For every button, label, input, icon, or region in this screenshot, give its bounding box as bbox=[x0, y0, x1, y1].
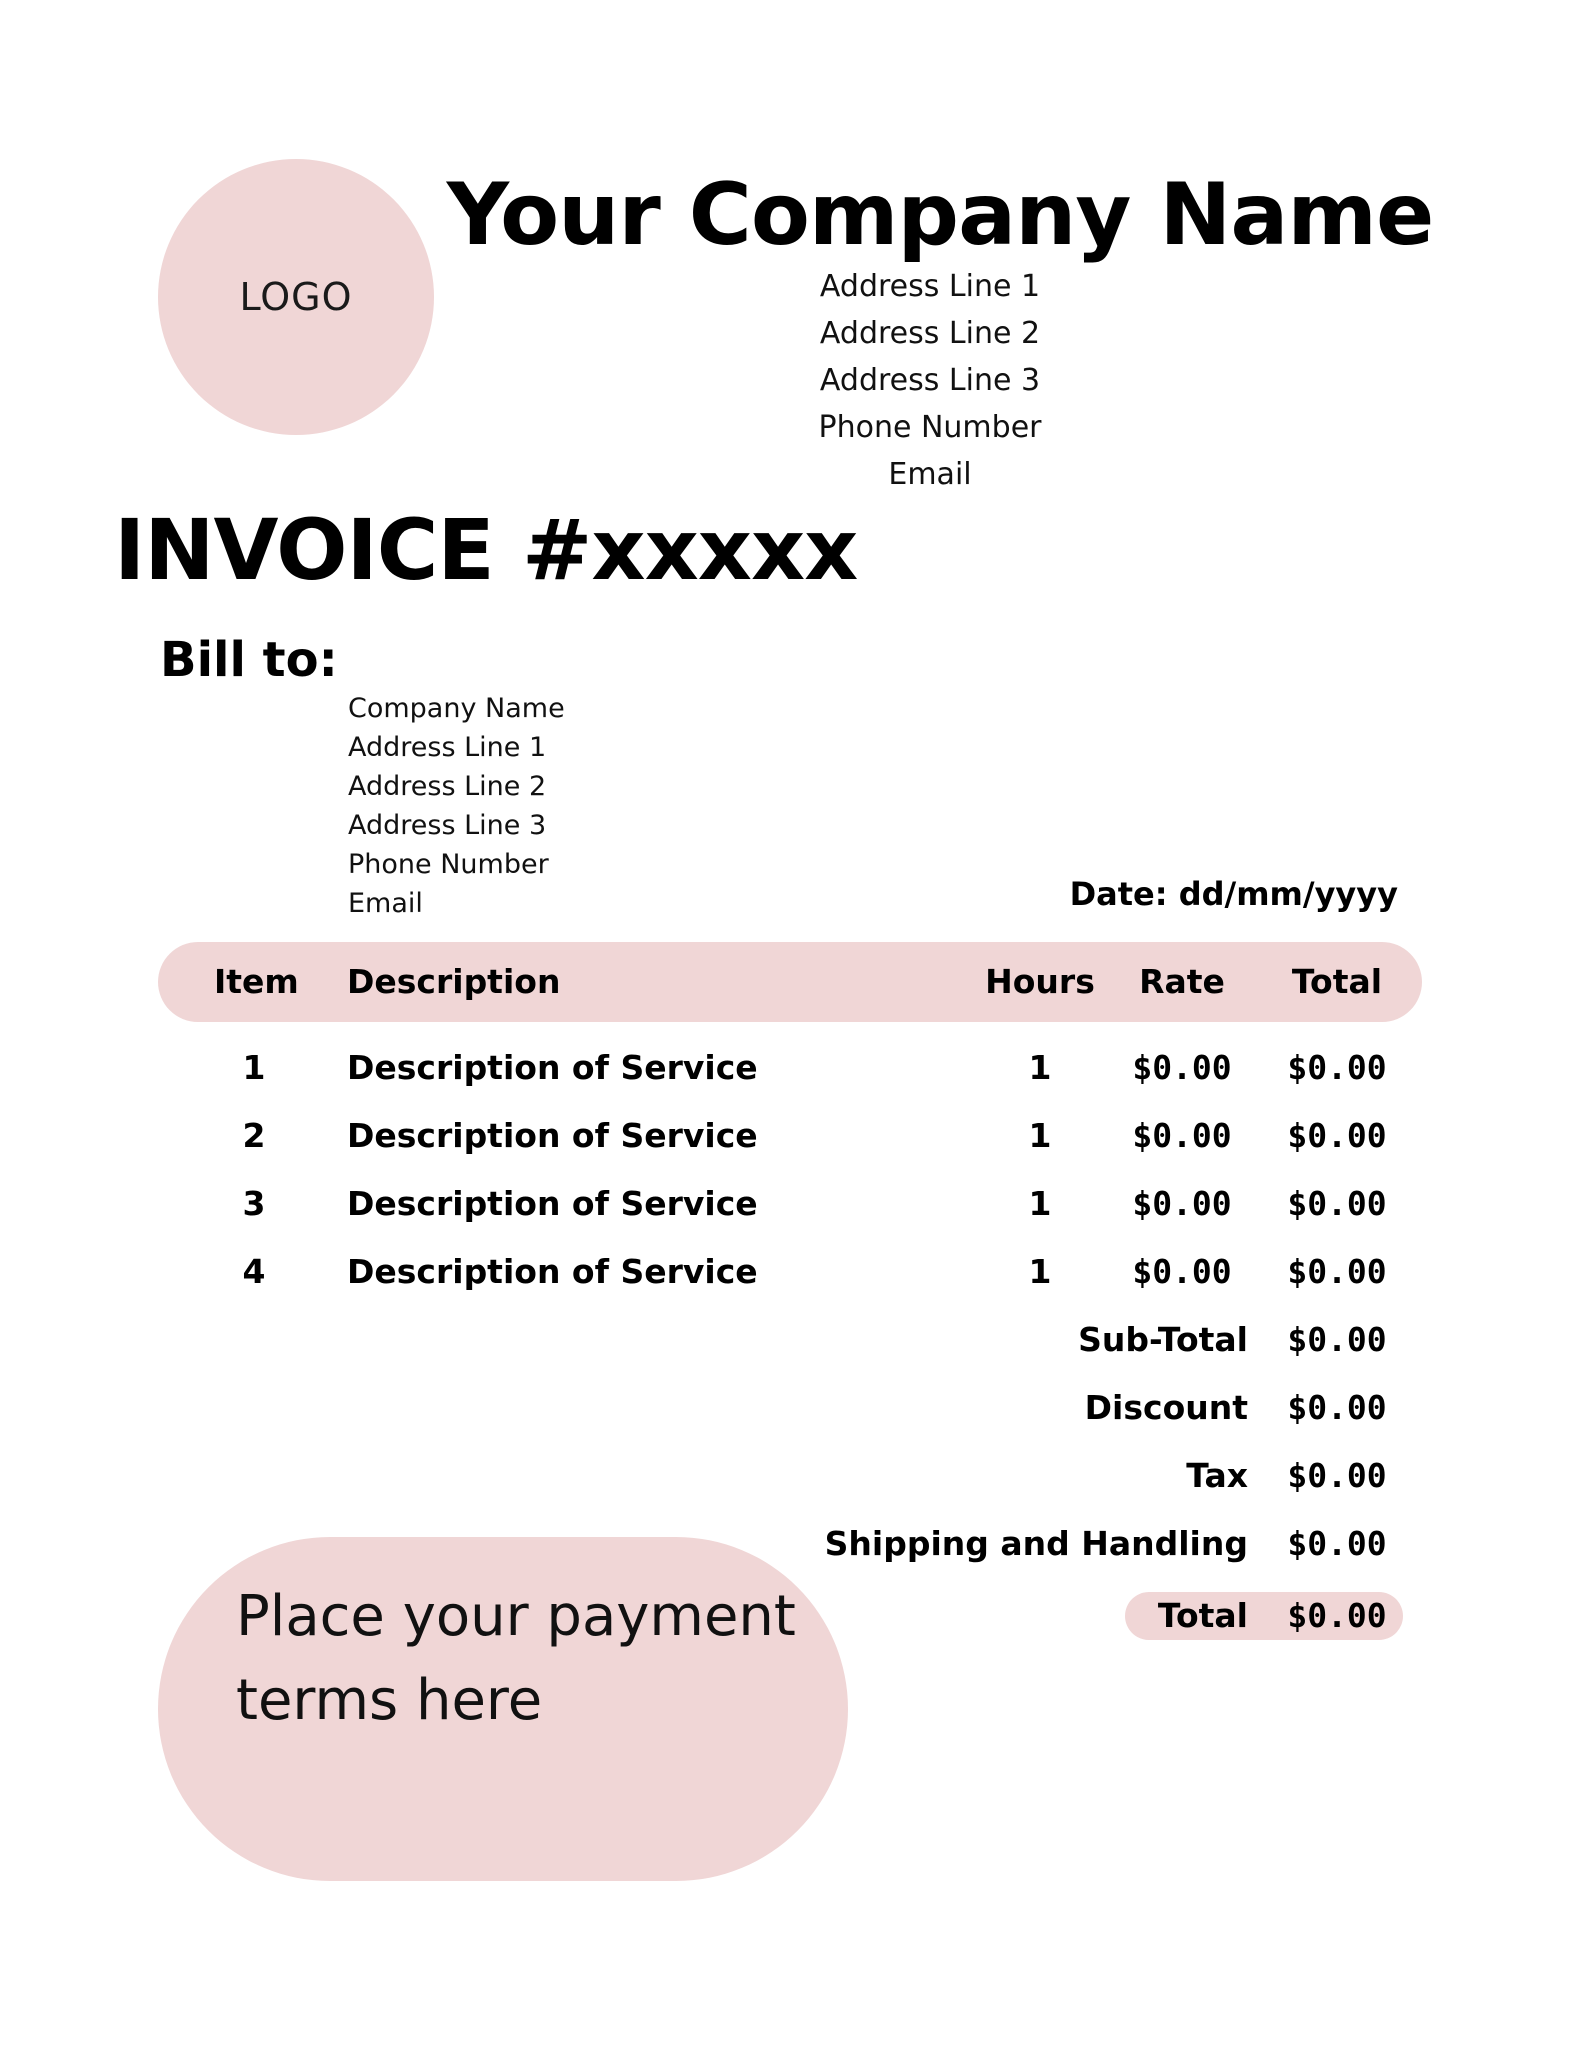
table-header-labels bbox=[0, 942, 1588, 1022]
bill-to-email: Email bbox=[348, 888, 423, 919]
column-header-rate: Rate bbox=[1139, 962, 1225, 1001]
tax-label: Tax bbox=[1186, 1456, 1248, 1495]
column-header-total: Total bbox=[1291, 962, 1383, 1001]
bill-to-address-line-2: Address Line 2 bbox=[348, 771, 547, 802]
column-header-item: Item bbox=[214, 962, 299, 1001]
total-label: Total bbox=[1157, 1596, 1248, 1635]
subtotal-label: Sub-Total bbox=[1078, 1320, 1248, 1359]
bill-to-label: Bill to: bbox=[160, 632, 338, 688]
bill-to-address-line-1: Address Line 1 bbox=[348, 732, 547, 763]
row-hours: 1 bbox=[1028, 1048, 1052, 1087]
subtotal-value: $0.00 bbox=[1287, 1320, 1387, 1359]
row-total: $0.00 bbox=[1287, 1184, 1387, 1223]
invoice-title: INVOICE #xxxxx bbox=[114, 501, 858, 599]
row-description: Description of Service bbox=[347, 1048, 758, 1087]
row-item: 4 bbox=[242, 1252, 266, 1291]
company-contact-block bbox=[730, 263, 1130, 498]
table-body bbox=[0, 1043, 1588, 1323]
discount-row bbox=[0, 1383, 1588, 1433]
table-row bbox=[0, 1179, 1588, 1229]
bill-to-phone: Phone Number bbox=[348, 849, 549, 880]
subtotal-row bbox=[0, 1315, 1588, 1365]
company-email: Email bbox=[888, 457, 972, 492]
row-rate: $0.00 bbox=[1132, 1048, 1232, 1087]
row-rate: $0.00 bbox=[1132, 1252, 1232, 1291]
column-header-description: Description bbox=[347, 962, 561, 1001]
company-address-line-2: Address Line 2 bbox=[819, 316, 1041, 351]
table-row bbox=[0, 1111, 1588, 1161]
row-rate: $0.00 bbox=[1132, 1116, 1232, 1155]
row-description: Description of Service bbox=[347, 1116, 758, 1155]
row-total: $0.00 bbox=[1287, 1048, 1387, 1087]
row-hours: 1 bbox=[1028, 1116, 1052, 1155]
total-value: $0.00 bbox=[1287, 1596, 1387, 1635]
logo-text: LOGO bbox=[239, 275, 353, 319]
company-address-line-1: Address Line 1 bbox=[819, 269, 1041, 304]
row-item: 2 bbox=[242, 1116, 266, 1155]
bill-to-company-name: Company Name bbox=[348, 693, 565, 724]
table-row bbox=[0, 1043, 1588, 1093]
payment-terms-box bbox=[158, 1537, 848, 1881]
discount-label: Discount bbox=[1084, 1388, 1248, 1427]
logo-placeholder bbox=[158, 159, 434, 435]
row-total: $0.00 bbox=[1287, 1116, 1387, 1155]
bill-to-block bbox=[348, 689, 565, 923]
row-item: 1 bbox=[242, 1048, 266, 1087]
shipping-row bbox=[0, 1519, 1588, 1569]
row-total: $0.00 bbox=[1287, 1252, 1387, 1291]
discount-value: $0.00 bbox=[1287, 1388, 1387, 1427]
row-hours: 1 bbox=[1028, 1184, 1052, 1223]
company-phone: Phone Number bbox=[818, 410, 1042, 445]
invoice-date: Date: dd/mm/yyyy bbox=[1069, 875, 1398, 913]
row-rate: $0.00 bbox=[1132, 1184, 1232, 1223]
bill-to-address-line-3: Address Line 3 bbox=[348, 810, 547, 841]
shipping-value: $0.00 bbox=[1287, 1524, 1387, 1563]
company-address-line-3: Address Line 3 bbox=[819, 363, 1041, 398]
payment-terms-text: Place your payment terms here bbox=[236, 1584, 796, 1733]
row-description: Description of Service bbox=[347, 1184, 758, 1223]
row-description: Description of Service bbox=[347, 1252, 758, 1291]
company-name: Your Company Name bbox=[446, 165, 1434, 265]
tax-value: $0.00 bbox=[1287, 1456, 1387, 1495]
row-item: 3 bbox=[242, 1184, 266, 1223]
shipping-label: Shipping and Handling bbox=[824, 1524, 1248, 1563]
column-header-hours: Hours bbox=[985, 962, 1095, 1001]
tax-row bbox=[0, 1451, 1588, 1501]
row-hours: 1 bbox=[1028, 1252, 1052, 1291]
table-row bbox=[0, 1247, 1588, 1297]
